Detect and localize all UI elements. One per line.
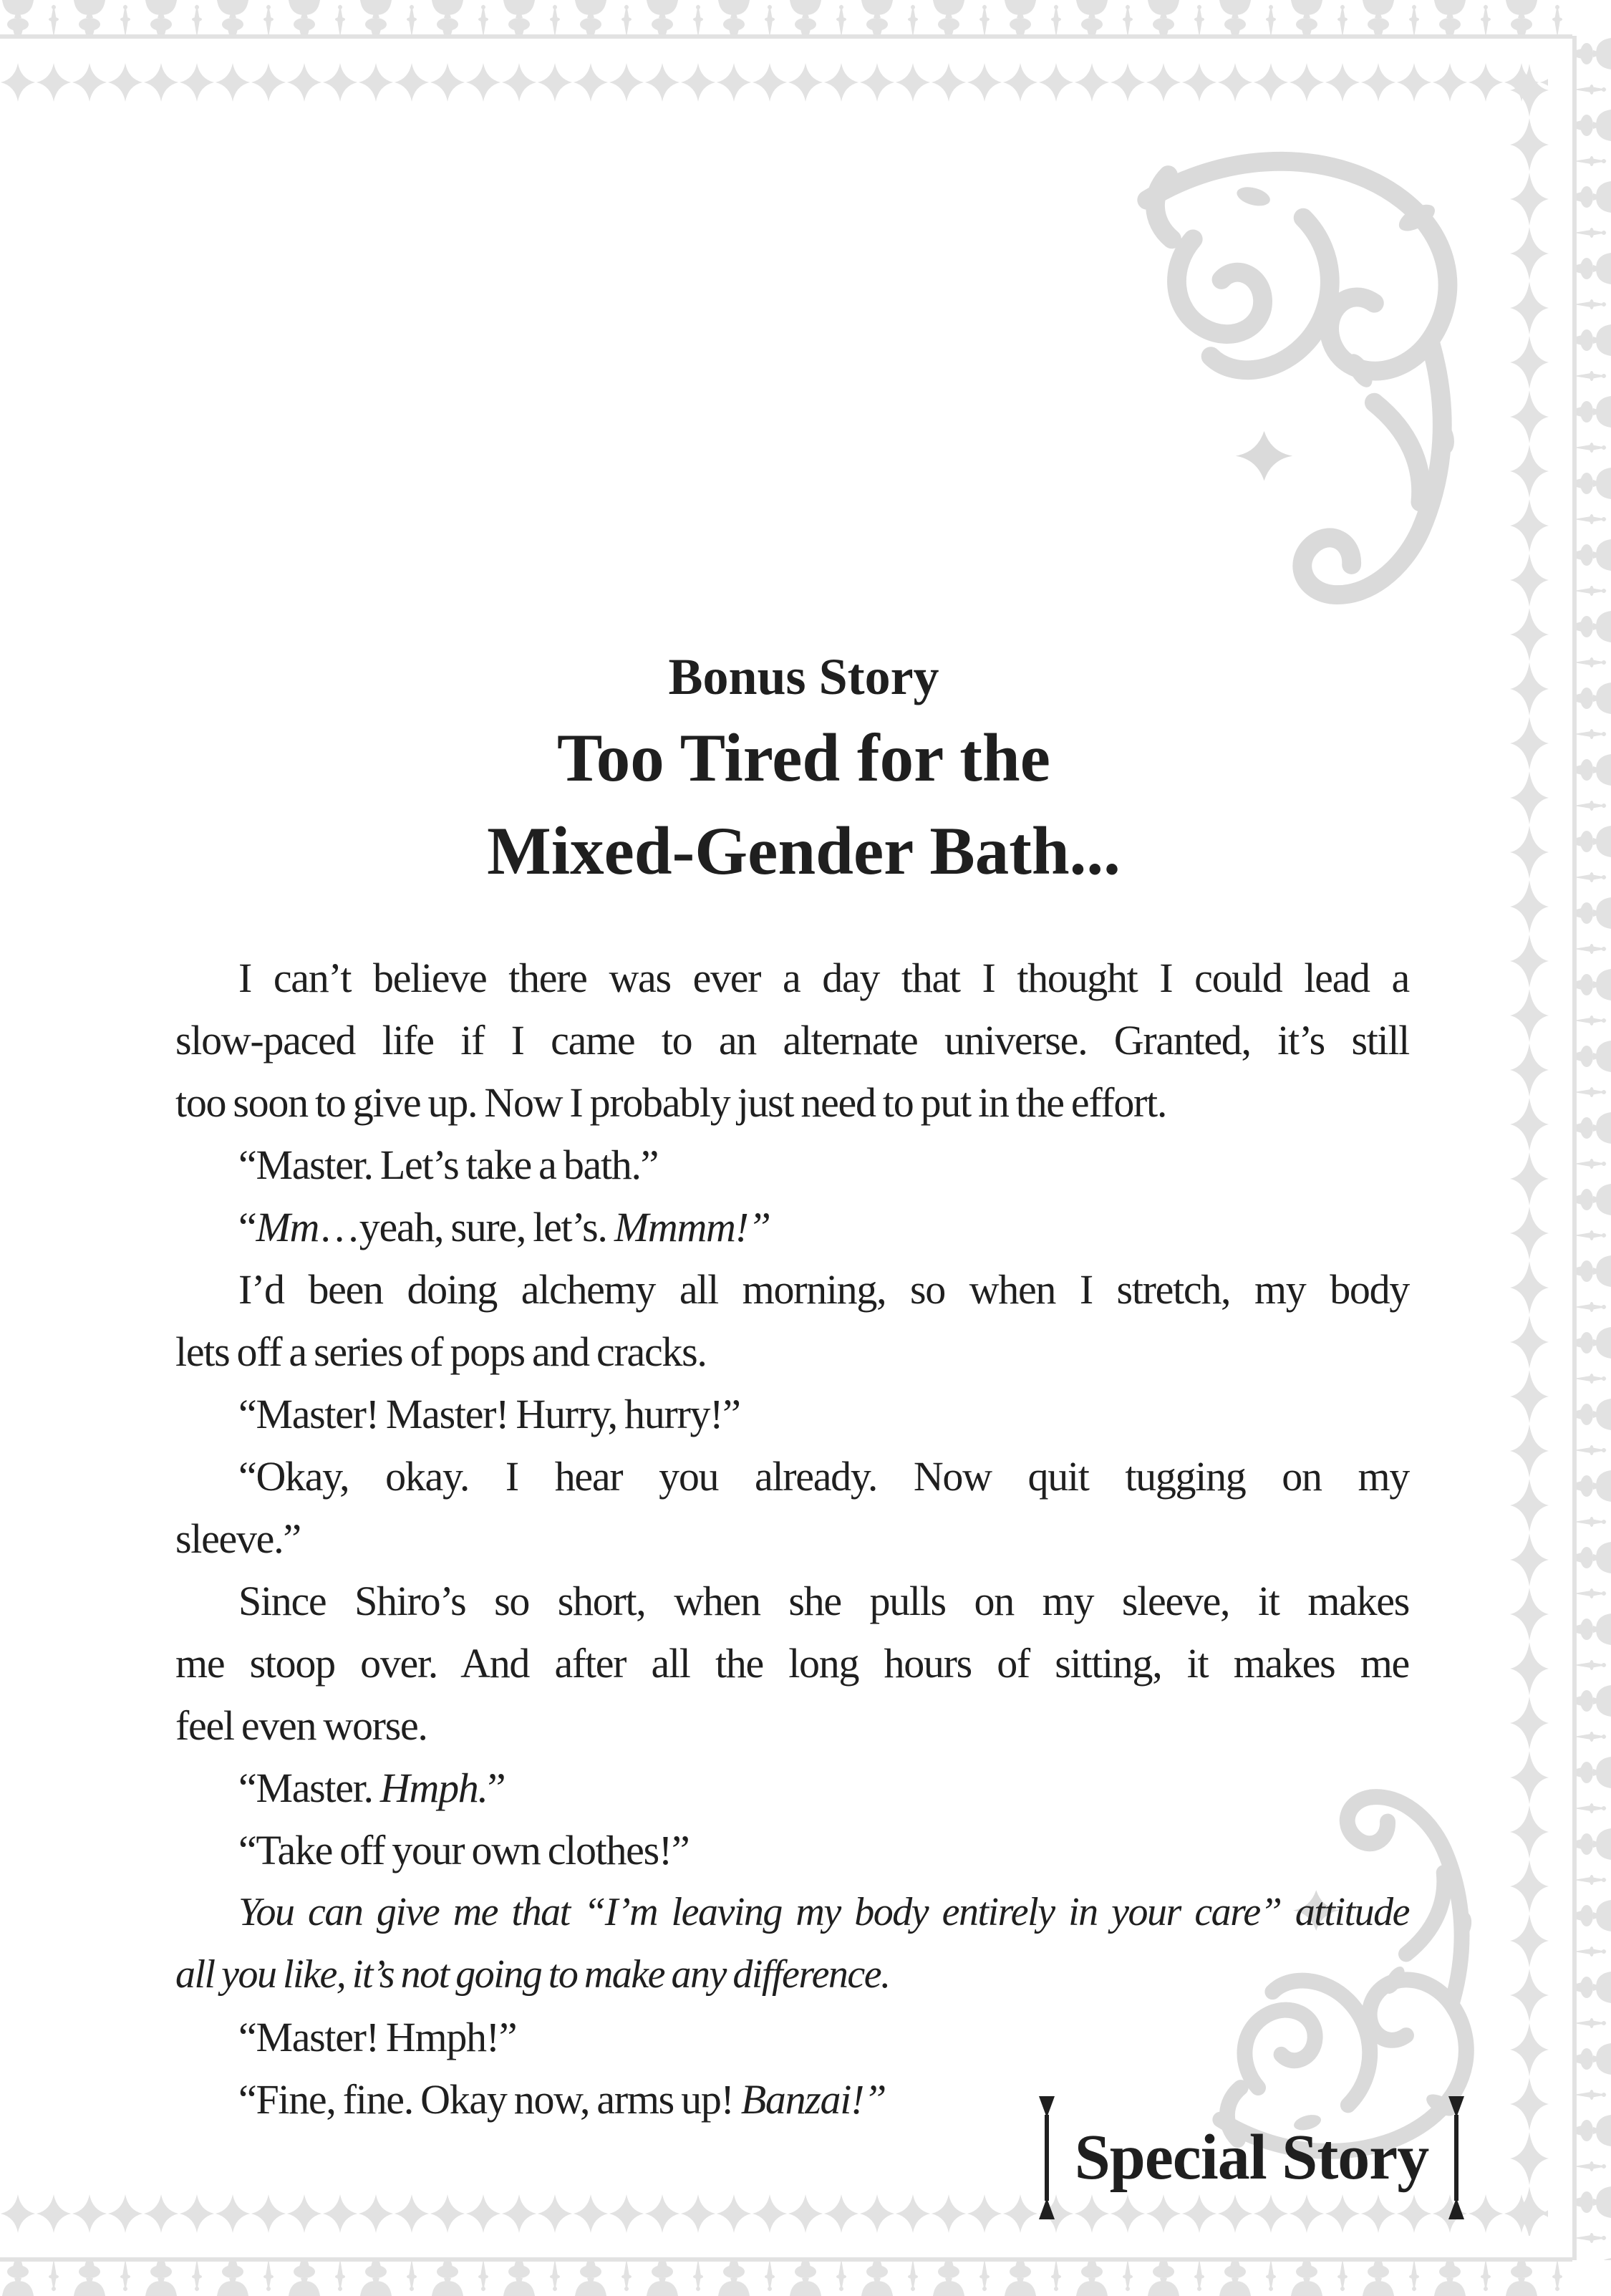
story-line — [175, 1071, 1409, 1134]
story-body — [175, 947, 1409, 2131]
story-text: “Take off your own clothes!” — [238, 1827, 690, 1873]
page-title-line2: Mixed-Gender Bath... — [487, 813, 1121, 889]
story-text: me stoop over. And after all the long hours of sitting, it makes me — [175, 1640, 1409, 1687]
story-text: “Master. Let’s take a bath.” — [238, 1142, 659, 1188]
story-line — [175, 947, 1409, 1009]
story-line — [175, 2006, 1409, 2068]
story-text: I’d been doing alchemy all morning, so when I stretch, my body — [238, 1266, 1409, 1313]
story-text: …yeah, sure, let’s. — [319, 1204, 614, 1250]
story-line — [175, 1757, 1409, 1819]
story-text: “Master! Hmph!” — [238, 2014, 517, 2060]
story-line — [175, 1258, 1409, 1321]
story-text-italic: Mmmm!” — [614, 1204, 770, 1250]
story-text: slow-paced life if I came to an alternate universe. Granted, it’s still — [175, 1017, 1409, 1063]
story-line — [175, 1321, 1409, 1383]
story-text: too soon to give up. Now I probably just need to put in the effort. — [175, 1079, 1167, 1126]
story-line — [175, 1694, 1409, 1757]
story-text: Since Shiro’s so short, when she pulls on my sleeve, it makes — [238, 1578, 1409, 1624]
page-title-line1: Too Tired for the — [557, 720, 1050, 796]
page-title — [175, 711, 1432, 897]
footer-label: Special Story — [1074, 2121, 1429, 2193]
ornamental-bracket-right-icon — [1448, 2096, 1464, 2219]
story-text: “Fine, fine. Okay now, arms up! — [238, 2076, 741, 2123]
ornamental-bracket-left-icon — [1039, 2096, 1055, 2219]
story-line — [175, 1632, 1409, 1694]
story-line — [175, 1196, 1409, 1258]
diamond-chain-top-icon — [0, 62, 1548, 102]
story-text-italic: Mm — [256, 1204, 319, 1250]
floral-flourish-top-right-icon — [1124, 132, 1504, 609]
story-line — [175, 1383, 1409, 1445]
story-text-italic: Hmph. — [379, 1765, 488, 1811]
story-line — [175, 1508, 1409, 1570]
story-line — [175, 1009, 1409, 1071]
railing-border-bottom-icon — [0, 2254, 1572, 2296]
diamond-chain-right-icon — [1509, 63, 1549, 2236]
story-line — [175, 1819, 1409, 1881]
story-text: sleeve.” — [175, 1515, 301, 1562]
story-text: all you like, it’s not going to make any difference. — [175, 1952, 890, 1997]
story-kicker: Bonus Story — [668, 648, 939, 705]
story-text: “ — [238, 1204, 256, 1250]
story-text: feel even worse. — [175, 1702, 427, 1749]
story-text: “Okay, okay. I hear you already. Now quit tugging on my — [238, 1453, 1409, 1500]
story-text: I can’t believe there was ever a day that I thought I could lead a — [238, 955, 1409, 1001]
story-line — [175, 1570, 1409, 1632]
footer-label-group — [1008, 2095, 1495, 2220]
story-text: “Master. — [238, 1765, 380, 1811]
story-text: ” — [487, 1765, 505, 1811]
story-line — [175, 1881, 1409, 1944]
railing-border-top-icon — [0, 0, 1572, 42]
story-line — [175, 1445, 1409, 1508]
story-text-italic: Banzai!” — [740, 2076, 886, 2123]
story-text: You can give me that “I’m leaving my body entirely in your care” attitude — [238, 1890, 1409, 1934]
story-text: lets off a series of pops and cracks. — [175, 1328, 707, 1375]
story-text: “Master! Master! Hurry, hurry!” — [238, 1391, 740, 1437]
story-line — [175, 1134, 1409, 1196]
story-line — [175, 1944, 1409, 2006]
